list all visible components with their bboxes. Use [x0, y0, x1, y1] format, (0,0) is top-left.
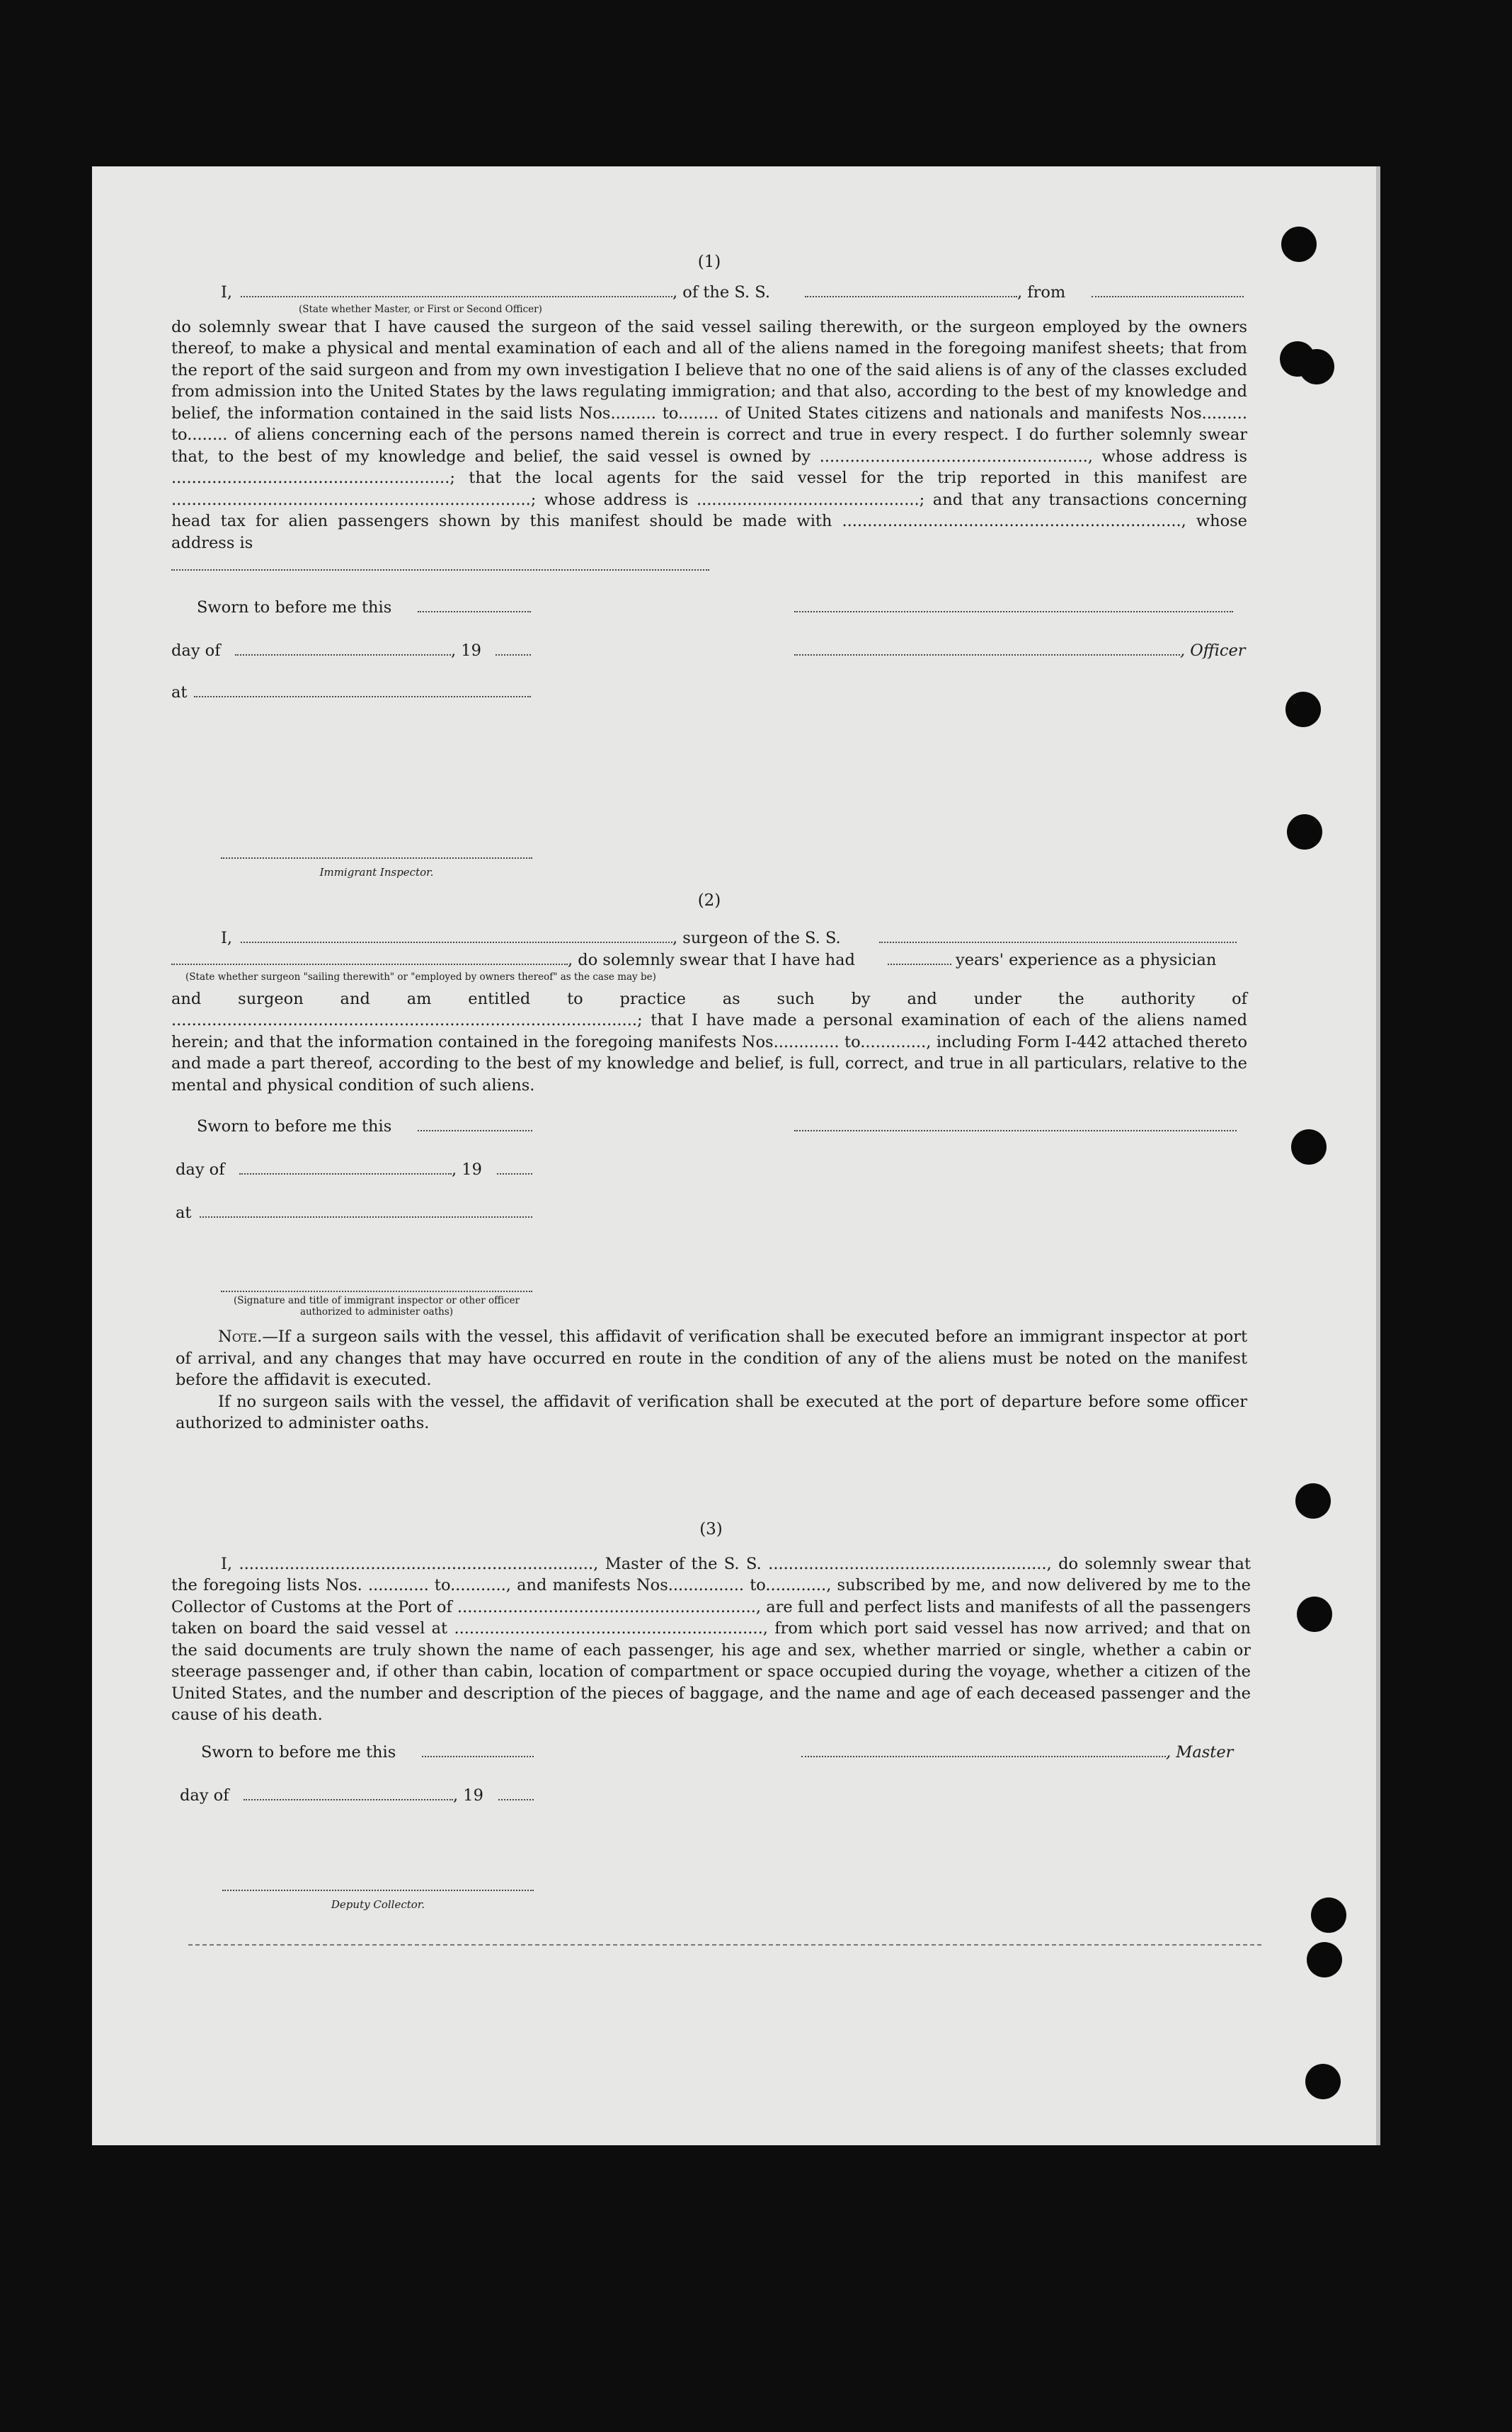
- day-blank[interactable]: [239, 1159, 452, 1175]
- at-label: at: [176, 1204, 192, 1222]
- day-of-label: day of: [176, 1160, 225, 1179]
- punch-hole: [1281, 227, 1317, 262]
- sworn-row: [171, 1116, 1247, 1138]
- section-number: (3): [699, 1520, 723, 1538]
- section-number: (2): [697, 891, 721, 910]
- inspector-caption: Immigrant Inspector.: [319, 866, 434, 879]
- day-of-label: day of: [180, 1786, 229, 1805]
- surgeon-signature-blank[interactable]: [794, 1116, 1237, 1131]
- punch-hole: [1305, 2064, 1341, 2099]
- from-port-blank[interactable]: [1092, 282, 1244, 297]
- day-row: [171, 640, 1247, 662]
- inspector-signature-line[interactable]: [221, 857, 532, 859]
- affiant-line: [171, 282, 1247, 304]
- punch-hole: [1307, 1942, 1342, 1977]
- master-label: , Master: [1166, 1742, 1234, 1762]
- day-blank[interactable]: [235, 640, 451, 656]
- punch-hole: [1295, 1483, 1331, 1519]
- at-place-blank[interactable]: [200, 1202, 532, 1218]
- year-label: , 19: [453, 1786, 483, 1805]
- note-1-text: —If a surgeon sails with the vessel, this affidavit of verification shall be executed before an immigrant inspector at port of arrival, and any changes that may have occurred en route in the condition of any of the aliens must be noted on the manifest before the affidavit is executed.: [176, 1328, 1247, 1389]
- note-2: If no surgeon sails with the vessel, the affidavit of verification shall be executed at the port of departure before some officer authorized to administer oaths.: [176, 1392, 1247, 1432]
- bottom-separator: [188, 1944, 1261, 1946]
- address-blank[interactable]: [171, 555, 709, 571]
- punch-hole: [1311, 1897, 1346, 1933]
- surgeon-of-label: , surgeon of the S. S.: [672, 928, 841, 947]
- sworn-date-blank[interactable]: [422, 1742, 534, 1757]
- punch-hole: [1287, 814, 1322, 850]
- punch-hole: [1285, 692, 1321, 727]
- at-row: [171, 1202, 1247, 1224]
- year-blank[interactable]: [498, 1785, 534, 1800]
- sworn-date-blank[interactable]: [418, 1116, 532, 1131]
- note-1: [176, 1326, 1247, 1391]
- administrator-signature-line[interactable]: [221, 1291, 532, 1292]
- day-blank[interactable]: [244, 1785, 453, 1800]
- affidavit-body: do solemnly swear that I have caused the surgeon of the said vessel sailing therewith, or the surgeon employed by the owners thereof, to make a physical and mental examination of each and all of the aliens named in the foregoing manifest sheets; that from the report of the said surgeon and from my own investigation I believe that no one of the said aliens is of any of the classes excluded from admission into the United States by the laws regulating immigration; and that also, according to the best of my knowledge and belief, the information contained in the said lists Nos......... to........ of United States citizens and nationals and manifests Nos......... to........ of aliens concerning each of the persons named therein is correct and true in every respect. I do further solemnly swear that, to the best of my knowledge and belief, the said vessel is owned by ....................................................., whose address is .......................................................; that the local agents for the said vessel for the trip reported in this manifest are .......................................................................; whose address is ............................................; and that any transactions concerning head tax for alien passengers shown by this manifest should be made with ..................................................................., whose address is: [171, 317, 1247, 552]
- note-label: Note.: [218, 1328, 263, 1346]
- year-label: , 19: [452, 1160, 482, 1179]
- sworn-label: Sworn to before me this: [201, 1742, 396, 1762]
- at-label: at: [171, 683, 188, 702]
- master-signature-blank[interactable]: [801, 1742, 1166, 1757]
- surgeon-notes: [176, 1326, 1247, 1434]
- punch-hole: [1299, 349, 1334, 384]
- administrator-caption: (Signature and title of immigrant inspector or other officer authorized to administer oaths): [233, 1295, 520, 1318]
- experience-line: [171, 949, 1247, 971]
- affidavit-section-2: [171, 890, 1247, 1432]
- collector-caption: Deputy Collector.: [331, 1898, 425, 1911]
- day-of-label: day of: [171, 641, 221, 660]
- affidavit-section-3: [171, 1519, 1251, 1911]
- swear-label: , do solemnly swear that I have had: [568, 950, 855, 969]
- affiant-name-blank[interactable]: [241, 282, 672, 297]
- years-blank[interactable]: [888, 949, 951, 965]
- vessel-name-blank[interactable]: [805, 282, 1017, 297]
- year-blank[interactable]: [496, 640, 531, 656]
- surgeon-i-label: I,: [221, 928, 233, 947]
- day-row: [171, 1785, 1251, 1807]
- master-body: I, ......................................................................, Master of the S. S. ......................................................., do solemnly swear that the foregoing lists Nos. ............ to..........., and manifests Nos............... to............, subscribed by me, and now delivered by me to the Collector of Customs at the Port of ..........................................................., are full and perfect lists and manifests of all the passengers taken on board the said vessel at ............................................................., from which port said vessel has now arrived; and that on the said documents are truly shown the name of each passenger, his age and sex, whether married or single, whether a cabin or steerage passenger and, if other than cabin, location of compartment or space occupied during the voyage, whether a citizen of the United States, and the number and description of the pieces of baggage, and the name and age of each deceased passenger and the cause of his death.: [171, 1554, 1251, 1724]
- officer-label: , Officer: [1180, 641, 1246, 660]
- officer-name-blank[interactable]: [794, 640, 1180, 656]
- punch-hole: [1291, 1129, 1327, 1165]
- day-row: [171, 1159, 1247, 1181]
- collector-signature-line[interactable]: [222, 1890, 534, 1891]
- at-place-blank[interactable]: [194, 682, 531, 697]
- surgeon-status-blank[interactable]: [171, 949, 568, 965]
- surgeon-body: and surgeon and am entitled to practice as such by and under the authority of ............................................................................................; that I have made a personal examination of each of the aliens named herein; and that the information contained in the foregoing manifests Nos............. to............., including Form I-442 attached thereto and made a part thereof, according to the best of my knowledge and belief, is full, correct, and true in all particulars, relative to the mental and physical condition of such aliens.: [171, 989, 1247, 1095]
- year-blank[interactable]: [497, 1159, 532, 1175]
- sworn-row: [171, 597, 1247, 619]
- at-row: [171, 682, 1247, 704]
- sworn-label: Sworn to before me this: [197, 598, 392, 617]
- affiant-note: (State whether Master, or First or Second Officer): [299, 303, 542, 315]
- sworn-label: Sworn to before me this: [197, 1117, 392, 1136]
- from-label: , from: [1017, 282, 1066, 302]
- affidavit-section-1: [171, 251, 1247, 879]
- section-number: (1): [697, 253, 721, 271]
- officer-signature-blank[interactable]: [794, 597, 1233, 612]
- surgeon-note: (State whether surgeon "sailing therewith" or "employed by owners thereof" as the case may be): [185, 971, 656, 983]
- years-label: years' experience as a physician: [956, 950, 1217, 969]
- affiant-label: I,: [221, 282, 233, 302]
- manifest-page: [92, 166, 1380, 2145]
- sworn-row: [171, 1742, 1251, 1764]
- surgeon-line: [171, 927, 1247, 949]
- sworn-date-blank[interactable]: [418, 597, 531, 612]
- surgeon-name-blank[interactable]: [241, 927, 672, 943]
- surgeon-vessel-blank[interactable]: [879, 927, 1237, 943]
- punch-hole: [1297, 1597, 1332, 1632]
- year-label: , 19: [451, 641, 481, 660]
- vessel-label: , of the S. S.: [672, 282, 771, 302]
